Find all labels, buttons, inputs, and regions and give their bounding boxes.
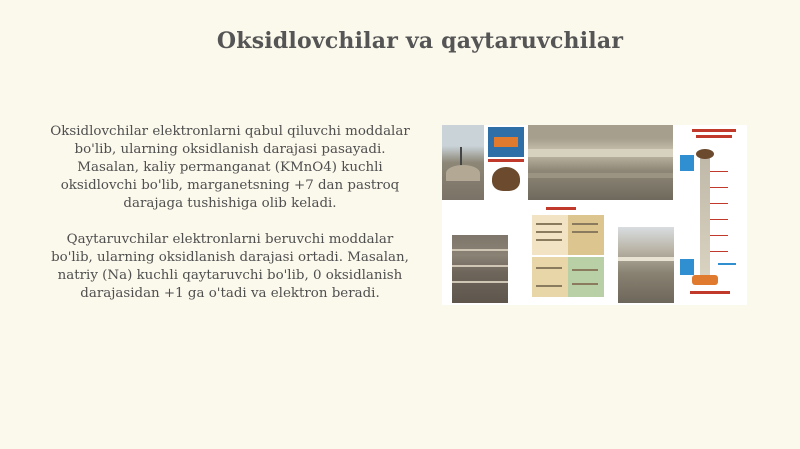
slide-body: [50, 123, 410, 321]
reducers-paragraph: Qaytaruvchilar elektronlarni beruvchi moddalar bo'lib, ularning oksidlanish darajasi ortadi. Masalan, natriy (Na) kuchli qaytaruvchi bo'lib, 0 oksidlanish darajasidan +1 ga o'tadi va elektron beradi.: [51, 232, 409, 301]
illustration-collage: [442, 125, 747, 305]
landfill-photo: [442, 125, 484, 200]
field-photo: [528, 125, 673, 200]
column-schematic-image: [678, 125, 747, 305]
process-icons-image: [486, 125, 526, 200]
oxidizers-paragraph: Oksidlovchilar elektronlarni qabul qiluvchi moddalar bo'lib, ularning oksidlanish darajasi pasayadi. Masalan, kaliy permanganat (KMnO4) kuchli oksidlovchi bo'lib, marganetsning +7 dan pastroq darajaga tushishiga olib keladi.: [50, 124, 410, 211]
quadrant-diagram-image: [526, 205, 606, 303]
soil-profile-photo: [452, 235, 508, 303]
pit-photo: [618, 227, 674, 303]
slide-title: Oksidlovchilar va qaytaruvchilar: [216, 28, 624, 54]
